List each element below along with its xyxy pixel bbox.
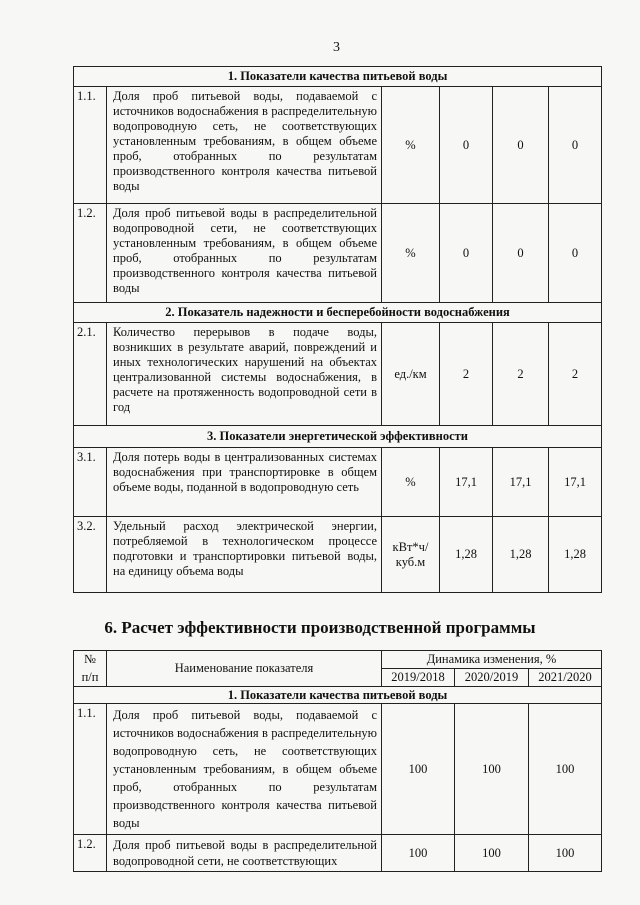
col-num-header: № <box>74 651 107 669</box>
value-cell: 0 <box>440 204 493 303</box>
value-cell: 0 <box>440 87 493 204</box>
value-cell: 1,28 <box>549 517 602 593</box>
unit-cell: ед./км <box>382 323 440 426</box>
value-cell: 17,1 <box>440 448 493 517</box>
row-number: 1.2. <box>74 835 107 872</box>
row-number: 1.1. <box>74 87 107 204</box>
efficiency-table <box>73 650 602 872</box>
value-cell: 2 <box>440 323 493 426</box>
indicator-name: Доля проб питьевой воды, подаваемой с источников водоснабжения в распределительную водопроводную сеть, не соответствующих установленным требованиям, в общем объеме проб, отобранных по результатам производственного контроля качества питьевой воды <box>107 704 382 835</box>
value-cell: 0 <box>549 204 602 303</box>
unit-cell: % <box>382 87 440 204</box>
unit-cell: % <box>382 204 440 303</box>
indicator-name: Доля проб питьевой воды в распределительной водопроводной сети, не соответствующих установленным требованиям, в общем объеме проб, отобранных по результатам производственного контроля качества питьевой воды <box>107 204 382 303</box>
unit-cell: % <box>382 448 440 517</box>
value-cell: 1,28 <box>493 517 549 593</box>
row-number: 3.1. <box>74 448 107 517</box>
value-cell: 2 <box>493 323 549 426</box>
row-number: 1.2. <box>74 204 107 303</box>
section-title: 3. Показатели энергетической эффективности <box>74 426 602 448</box>
value-cell: 1,28 <box>440 517 493 593</box>
indicator-name: Удельный расход электрической энергии, потребляемой в технологическом процессе подготовки и транспортировки питьевой воды, на единицу объема воды <box>107 517 382 593</box>
indicators-table <box>73 66 602 593</box>
value-cell: 17,1 <box>493 448 549 517</box>
col-name-header: Наименование показателя <box>107 651 382 687</box>
year-header: 2021/2020 <box>529 669 602 687</box>
value-cell: 0 <box>493 204 549 303</box>
value-cell: 100 <box>529 835 602 872</box>
value-cell: 0 <box>493 87 549 204</box>
indicator-name: Доля проб питьевой воды, подаваемой с источников водоснабжения в распределительную водопроводную сеть, не соответствующих установленным требованиям, в общем объеме проб, отобранных по результатам производственного контроля качества питьевой воды <box>107 87 382 204</box>
col-dynamics-header: Динамика изменения, % <box>382 651 602 669</box>
page-number: 3 <box>333 40 340 55</box>
year-header: 2020/2019 <box>455 669 529 687</box>
section-title: 1. Показатели качества питьевой воды <box>74 67 602 87</box>
unit-cell: кВт*ч/ куб.м <box>382 517 440 593</box>
row-number: 1.1. <box>74 704 107 835</box>
indicator-name: Количество перерывов в подаче воды, возникших в результате аварий, повреждений и иных технологических нарушений на объектах централизованной системы водоснабжения, в расчете на протяженность водопроводной сети в год <box>107 323 382 426</box>
value-cell: 100 <box>529 704 602 835</box>
indicator-name: Доля потерь воды в централизованных системах водоснабжения при транспортировке в общем объеме воды, поданной в водопроводную сеть <box>107 448 382 517</box>
value-cell: 17,1 <box>549 448 602 517</box>
value-cell: 0 <box>549 87 602 204</box>
value-cell: 100 <box>382 835 455 872</box>
section-heading: 6. Расчет эффективности производственной программы <box>104 618 536 637</box>
section-title: 2. Показатель надежности и бесперебойности водоснабжения <box>74 303 602 323</box>
value-cell: 100 <box>455 704 529 835</box>
row-number: 2.1. <box>74 323 107 426</box>
row-number: 3.2. <box>74 517 107 593</box>
year-header: 2019/2018 <box>382 669 455 687</box>
value-cell: 100 <box>382 704 455 835</box>
col-num-header-sub: п/п <box>74 669 107 687</box>
value-cell: 2 <box>549 323 602 426</box>
indicator-name: Доля проб питьевой воды в распределительной водопроводной сети, не соответствующих <box>107 835 382 872</box>
section-title: 1. Показатели качества питьевой воды <box>74 687 602 704</box>
value-cell: 100 <box>455 835 529 872</box>
